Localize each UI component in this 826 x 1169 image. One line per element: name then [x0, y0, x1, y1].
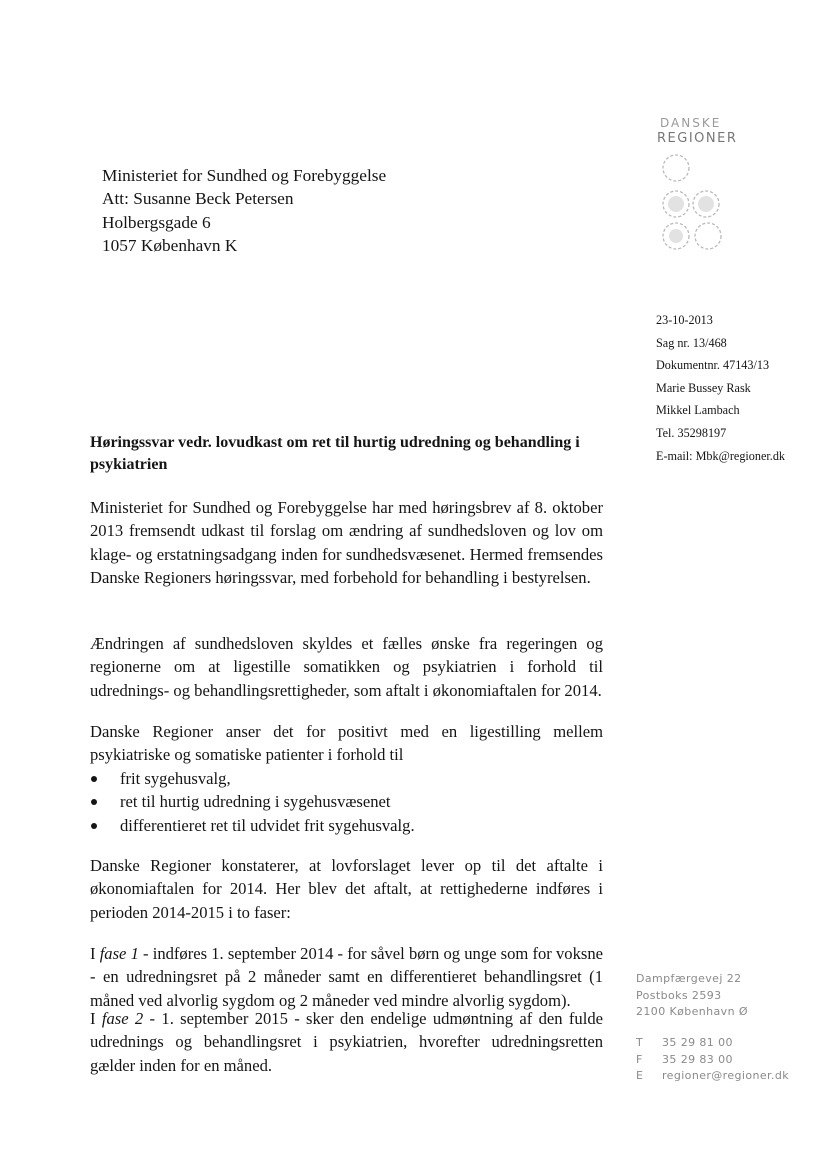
contact-key: F — [636, 1052, 643, 1066]
contact-key: T — [636, 1036, 644, 1049]
sender-address — [636, 971, 748, 1021]
address-street: Dampfærgevej 22 — [636, 972, 742, 985]
contact-value: regioner@regioner.dk — [662, 1069, 789, 1082]
bullet-text: differentieret ret til udvidet frit sygehusvalg. — [120, 815, 415, 835]
phase-text: - 1. september 2015 - sker den endelige udmøntning af den fulde udrednings og behandlingsret i psykiatrien, hvorefter udredningsretten gælder inden for en måned. — [90, 1009, 603, 1075]
bullet-item — [90, 814, 415, 837]
recipient-address — [102, 164, 386, 257]
meta-person: Mikkel Lambach — [656, 403, 740, 418]
body-paragraph: Ministeriet for Sundhed og Forebyggelse har med høringsbrev af 8. oktober 2013 fremsendt udkast til forslag om ændring af sundhedsloven og lov om klage- og erstatningsadgang inden for sundhedsvæsenet. Hermed fremsendes Danske Regioners høringssvar, med forbehold for behandling i bestyrelsen. — [90, 498, 603, 588]
phase-label: fase 1 — [99, 944, 139, 963]
address-pobox: Postboks 2593 — [636, 988, 722, 1002]
body-paragraph: Danske Regioner anser det for positivt med en ligestilling mellem psykiatriske og somatiske patienter i forhold til — [90, 722, 603, 765]
phase-prefix: I — [90, 1009, 102, 1028]
sender-contact — [636, 1035, 789, 1085]
bullet-text: frit sygehusvalg, — [120, 769, 231, 788]
bullet-icon — [91, 823, 97, 829]
meta-phone: Tel. 35298197 — [656, 425, 727, 440]
body-paragraph-phase1 — [90, 942, 603, 1012]
recipient-line: Att: Susanne Beck Petersen — [102, 189, 294, 209]
phase-label: fase 2 — [101, 1009, 144, 1028]
recipient-line: Holbergsgade 6 — [102, 212, 211, 232]
contact-email — [636, 1068, 789, 1085]
logo-rings-icon — [648, 148, 748, 268]
phase-prefix: I — [90, 944, 100, 963]
phase-text: - indføres 1. september 2014 - for såvel børn og unge som for voksne - en udredningsret på 2 måneder samt en differentieret behandlingsret (1 måned ved alvorlig sygdom og 2 måneder ved mindre alvorlig sygdom). — [90, 944, 603, 1010]
bullet-icon — [91, 776, 97, 782]
meta-date: 23-10-2013 — [656, 313, 713, 327]
body-paragraph: Ændringen af sundhedsloven skyldes et fælles ønske fra regeringen og regionerne om at ligestille somatikken og psykiatrien i forhold til udrednings- og behandlingsrettigheder, som aftalt i økonomiaftalen for 2014. — [90, 634, 603, 700]
address-city: 2100 København Ø — [636, 1005, 748, 1018]
logo-line1: DANSKE — [660, 116, 722, 130]
document-meta — [656, 309, 785, 467]
contact-key: E — [636, 1069, 644, 1082]
recipient-line: 1057 København K — [102, 235, 238, 255]
meta-document-number: Dokumentnr. 47143/13 — [656, 358, 770, 373]
meta-person: Marie Bussey Rask — [656, 380, 751, 395]
bullet-item — [90, 790, 415, 813]
danske-regioner-logo — [648, 114, 758, 274]
meta-case-number: Sag nr. 13/468 — [656, 335, 727, 350]
bullet-list — [90, 767, 415, 837]
contact-value: 35 29 83 00 — [662, 1052, 733, 1066]
body-paragraph-phase2 — [90, 1007, 603, 1077]
logo-line2: REGIONER — [657, 131, 738, 146]
bullet-item — [90, 767, 415, 790]
meta-email: E-mail: Mbk@regioner.dk — [656, 448, 786, 463]
bullet-text: ret til hurtig udredning i sygehusvæsenet — [120, 792, 391, 812]
body-paragraph: Danske Regioner konstaterer, at lovforslaget lever op til det aftalte i økonomiaftalen for 2014. Her blev det aftalt, at rettighederne indføres i perioden 2014-2015 i to faser: — [90, 856, 603, 922]
contact-value: 35 29 81 00 — [662, 1036, 733, 1049]
letter-subject: Høringssvar vedr. lovudkast om ret til hurtig udredning og behandling i psykiatrien — [90, 434, 580, 473]
contact-fax — [636, 1052, 789, 1069]
recipient-line: Ministeriet for Sundhed og Forebyggelse — [102, 166, 387, 185]
bullet-icon — [91, 799, 97, 805]
contact-phone — [636, 1035, 789, 1052]
